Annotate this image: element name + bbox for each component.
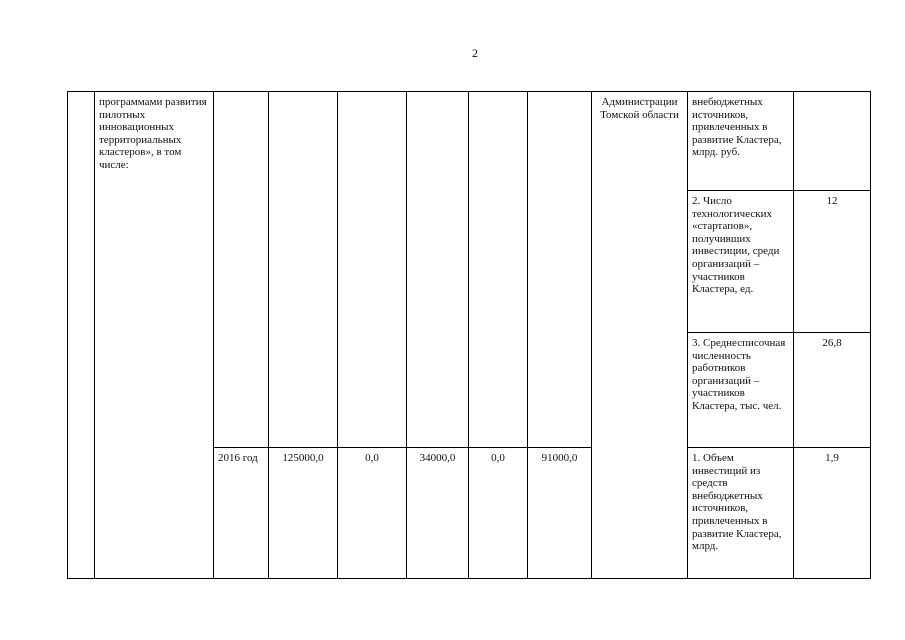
funding-cell: 91000,0: [528, 448, 592, 579]
funding-cell: 0,0: [338, 448, 407, 579]
funding-cell: 34000,0: [407, 448, 469, 579]
total-cell: [269, 92, 338, 448]
row-number-cell: [68, 92, 95, 579]
funding-cell: [338, 92, 407, 448]
indicator-cell: 3. Среднесписочная численность работников организаций – участников Кластера, тыс. чел.: [688, 333, 794, 448]
year-cell: 2016 год: [214, 448, 269, 579]
total-cell: 125000,0: [269, 448, 338, 579]
funding-cell: [469, 92, 528, 448]
funding-cell: 0,0: [469, 448, 528, 579]
indicator-cell: 2. Число технологических «стартапов», получивших инвестиции, среди организаций – участников Кластера, ед.: [688, 191, 794, 333]
indicator-value-cell: 1,9: [794, 448, 871, 579]
indicator-cell: 1. Объем инвестиций из средств внебюджетных источников, привлеченных в развитие Кластера, млрд.: [688, 448, 794, 579]
funding-cell: [528, 92, 592, 448]
funding-cell: [407, 92, 469, 448]
indicator-value-cell: 26,8: [794, 333, 871, 448]
indicator-value-cell: 12: [794, 191, 871, 333]
indicator-cell: внебюджетных источников, привлеченных в развитие Кластера, млрд. руб.: [688, 92, 794, 191]
year-cell: [214, 92, 269, 448]
program-description-cell: программами развития пилотных инновационных территориальных кластеров», в том числе:: [95, 92, 214, 579]
executor-cell: Администрации Томской области: [592, 92, 688, 579]
table-row: [68, 92, 871, 191]
page-number: 2: [472, 46, 478, 60]
program-table: [67, 91, 871, 579]
indicator-value-cell: [794, 92, 871, 191]
